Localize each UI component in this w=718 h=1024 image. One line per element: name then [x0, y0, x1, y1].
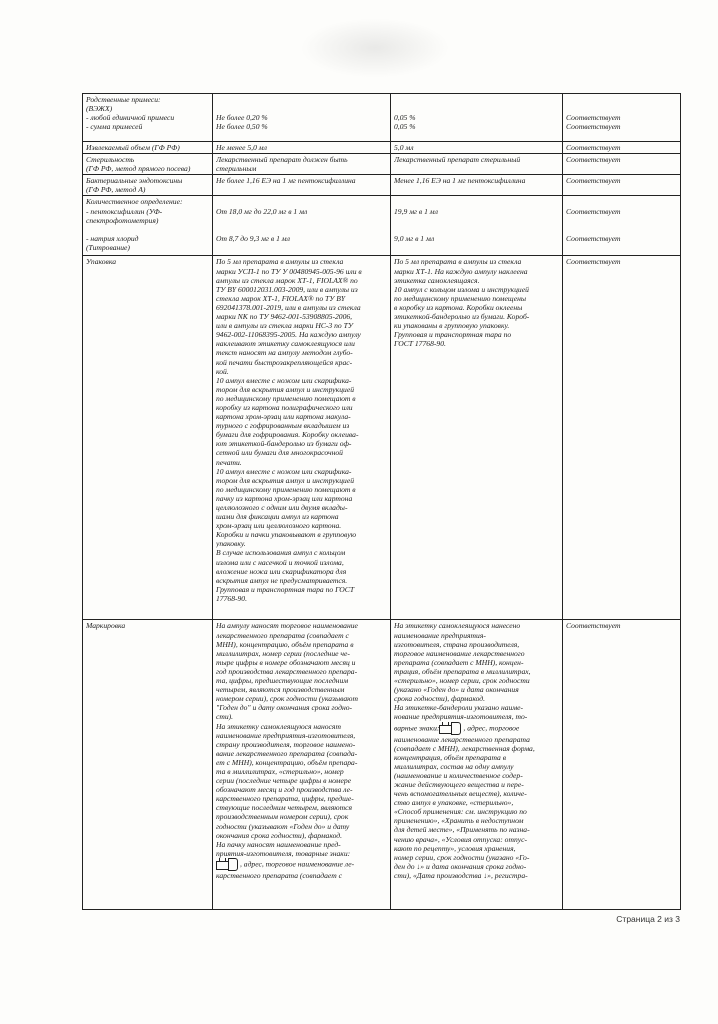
cell-line: ГОСТ 17768-90.: [394, 339, 446, 349]
cell-line: наименование лекарственного препарата: [394, 734, 530, 744]
cell-line: миллилитрах, номер серии (последние че-: [216, 648, 350, 658]
trademark-label: варные знаки:: [394, 722, 440, 732]
table-row: [83, 142, 681, 154]
cell-line: кой печати быстрозакрепляющейся крас-: [216, 357, 353, 367]
cell-line: [86, 225, 209, 234]
cell-line: (ВЭЖХ): [86, 104, 113, 114]
indicator-cell: [83, 196, 213, 256]
table-row: [83, 94, 681, 142]
table-row: [83, 154, 681, 175]
cell-line: Не более 0,20 %: [216, 113, 268, 123]
factory-trademark-icon: [439, 722, 461, 735]
cell-line: На ампулу наносят торговое наименование: [216, 621, 358, 631]
cell-line: Групповая и транспортная тара по ГОСТ: [216, 584, 355, 594]
cell-line: жание действующего вещества и пере-: [394, 779, 524, 789]
cell-line: сти), «Дата производства ↓», регистра-: [394, 870, 528, 880]
cell-line: Соответствует: [566, 206, 621, 216]
conformity-cell: [563, 175, 681, 196]
cell-line: По 5 мл препарата в ампулы из стекла: [216, 257, 344, 267]
cell-line: номером серии), срок годности (указывают: [216, 694, 358, 704]
cell-line: в коробку из картона. Коробки оклеены: [394, 302, 523, 312]
cell-line: тыре цифры в номере обозначают месяц и: [216, 657, 356, 667]
cell-line: турного с гофрированным вкладышем из: [216, 421, 350, 431]
cell-line: [394, 197, 559, 206]
indicator-cell: [83, 256, 213, 620]
cell-line: карственного препарата (совпадает с: [216, 870, 342, 880]
indicator-cell: [83, 620, 213, 910]
cell-line: вание лекарственного препарата (совпада-: [216, 748, 358, 758]
cell-line: стекла марок ХТ-1, FIOLAX® по ТУ BY: [216, 293, 346, 303]
cell-line: упаковку.: [216, 539, 246, 549]
cell-line: - сумма примесей: [86, 122, 143, 132]
page-number: Страница 2 из 3: [616, 914, 680, 924]
cell-line: 0,05 %: [394, 122, 416, 132]
cell-line: вложение ножа или скарификатора для: [216, 566, 347, 576]
conformity-cell: [563, 94, 681, 142]
cell-line: или в ампулы из стекла марки НС-3 по ТУ: [216, 321, 353, 331]
cell-line: Лекарственный препарат должен быть: [216, 155, 348, 165]
cell-line: по медицинскому применению помещают в: [216, 393, 356, 403]
cell-line: ки упакованы в групповую упаковку.: [394, 321, 510, 331]
conformity-cell: [563, 620, 681, 910]
cell-line: карственного препарата, цифры, предше-: [216, 794, 354, 804]
cell-line: 10 ампул вместе с ножом или скарифика-: [216, 466, 352, 476]
cell-line: На пачку наносят наименование пред-: [216, 839, 341, 849]
cell-line: (ГФ РФ, метод А): [86, 185, 146, 195]
cell-line: - любой единичной примеси: [86, 113, 175, 123]
norm-cell: [213, 154, 391, 175]
faded-stamp: [300, 18, 450, 78]
conformity-cell: [563, 196, 681, 256]
cell-line: [394, 225, 559, 234]
cell-line: спектрофотометрия): [86, 215, 159, 225]
cell-line: кой.: [216, 366, 229, 376]
cell-line: трация, объём препарата в миллилитрах,: [394, 666, 531, 676]
cell-line: Менее 1,16 ЕЭ на 1 мг пентоксифиллина: [394, 176, 526, 186]
cell-line: четырем, являются производственным: [216, 685, 345, 695]
cell-line: [216, 216, 387, 225]
indicator-cell: [83, 94, 213, 142]
cell-line: [566, 197, 677, 206]
result-cell: [391, 175, 563, 196]
cell-line: наименование предприятия-: [394, 630, 486, 640]
cell-line: применению», «Хранить в недоступном: [394, 816, 524, 826]
result-cell: [391, 94, 563, 142]
cell-line: та, цифры, предшествующие последним: [216, 676, 349, 686]
cell-line: От 18,0 мг до 22,0 мг в 1 мл: [216, 206, 308, 216]
cell-line: печати.: [216, 457, 242, 467]
cell-line: чению врача», «Условия отпуска: отпус-: [394, 834, 528, 844]
cell-line: ампулы из стекла марок ХТ-1, FIOLAX® по: [216, 275, 358, 285]
cell-line: Не менее 5,0 мл: [216, 143, 267, 152]
cell-line: [216, 95, 387, 104]
cell-line: Коробки и пачки упаковывают в групповую: [216, 530, 357, 540]
cell-line: 9462-002-11068395-2005. На каждую ампулу: [216, 330, 361, 340]
cell-line: кают по рецепту», условия хранения,: [394, 843, 516, 853]
cell-line: текст наносят на ампулу методом глубо-: [216, 348, 353, 358]
cell-line: 10 ампул вместе с ножом или скарифика-: [216, 375, 352, 385]
cell-line: нование предприятия-изготовителя, то-: [394, 712, 528, 722]
cell-line: приятия-изготовителя, товарные знаки:: [216, 848, 351, 858]
norm-cell: [213, 175, 391, 196]
cell-line: по медицинскому применению помещают в: [216, 484, 356, 494]
cell-line: целлюлозного с одним или двумя вклады-: [216, 503, 348, 512]
cell-line: пачку из картона хром-эрзац или картона: [216, 493, 353, 503]
norm-cell: [213, 620, 391, 910]
cell-line: Соответствует: [566, 155, 621, 165]
result-cell: [391, 142, 563, 154]
cell-line: стерильным: [216, 164, 257, 174]
cell-line: На этикетку самоклеящуюся нанесено: [394, 621, 521, 631]
indicator-cell: [83, 154, 213, 175]
cell-line: ствующие последним четырем, являются: [216, 803, 353, 813]
cell-line: номер серии, срок годности (указано «Го-: [394, 852, 530, 862]
cell-line: вскрытия ампул не предусматривается.: [216, 575, 348, 585]
trademark-line: [394, 722, 559, 735]
cell-line: 692041378.001-2019, или в ампулы из стекла: [216, 302, 361, 312]
cell-line: производственным номером серии), срок: [216, 812, 349, 822]
cell-line: - пентоксифиллин (УФ-: [86, 206, 163, 216]
factory-trademark-icon: [216, 858, 238, 871]
cell-line: По 5 мл препарата в ампулы из стекла: [394, 257, 522, 267]
result-cell: [391, 256, 563, 620]
cell-line: торговое наименование лекарственного: [394, 648, 525, 658]
norm-cell: [213, 256, 391, 620]
cell-line: марки ХТ-1. На каждую ампулу наклеена: [394, 266, 528, 276]
cell-line: лекарственного препарата (совпадает с: [216, 630, 349, 640]
cell-line: Не более 0,50 %: [216, 122, 268, 132]
cell-line: серии (последние четыре цифры в номере: [216, 776, 352, 786]
cell-line: Бактериальные эндотоксины: [86, 176, 183, 186]
cell-line: сетной или бумаги для многокрасочной: [216, 448, 343, 458]
cell-line: страну производителя, торговое наимено-: [216, 739, 356, 749]
result-cell: [391, 154, 563, 175]
cell-line: ТУ BY 600012031.003-2009, или в ампулы из: [216, 284, 358, 294]
cell-line: [566, 216, 677, 225]
cell-line: тором для вскрытия ампул и инструкцией: [216, 475, 354, 485]
cell-line: Соответствует: [566, 176, 621, 186]
cell-line: [394, 95, 559, 104]
cell-line: чень вспомогательных веществ), количе-: [394, 789, 527, 799]
cell-line: Лекарственный препарат стерильный: [394, 155, 521, 165]
cell-line: ют этикеткой-бандеролью из бумаги оф-: [216, 439, 352, 449]
cell-line: [216, 243, 387, 252]
table-row: [83, 256, 681, 620]
cell-line: шами для фиксации ампул из картона: [216, 512, 339, 522]
cell-line: хром-эрзац или целлюлозного картона.: [216, 521, 342, 531]
cell-line: [566, 95, 677, 104]
cell-line: обозначают месяц и год производства ле-: [216, 785, 353, 795]
cell-line: [566, 243, 677, 252]
result-cell: [391, 196, 563, 256]
cell-line: На этикетке-бандероли указано наиме-: [394, 703, 524, 713]
cell-line: наклеивают этикетку самоклеящуюся или: [216, 339, 355, 349]
cell-line: по медицинскому применению помещены: [394, 293, 527, 303]
cell-line: [394, 243, 559, 252]
cell-line: 9,0 мг в 1 мл: [394, 233, 435, 243]
cell-line: (совпадает с МНН), лекарственная форма,: [394, 743, 535, 753]
cell-line: "Годен до" и дату окончания срока годно-: [216, 703, 353, 713]
cell-line: год производства лекарственного препара-: [216, 666, 358, 676]
cell-line: окончания срока годности), фармакод.: [216, 830, 343, 840]
cell-line: тором для вскрытия ампул и инструкцией: [216, 384, 354, 394]
cell-line: Не более 1,16 ЕЭ на 1 мг пентоксифиллина: [216, 176, 356, 186]
norm-cell: [213, 142, 391, 154]
table-row: [83, 175, 681, 196]
cell-line: [216, 197, 387, 206]
cell-line: В случае использования ампул с кольцом: [216, 548, 346, 558]
cell-line: От 8,7 до 9,3 мг в 1 мл: [216, 233, 290, 243]
cell-line: 19,9 мг в 1 мл: [394, 206, 438, 216]
cell-line: картона хром-эрзац или картона макула-: [216, 412, 351, 422]
cell-line: МНН), концентрацию, объём препарата в: [216, 639, 354, 649]
norm-cell: [213, 196, 391, 256]
cell-line: этикеткой-бандеролью из бумаги. Короб-: [394, 312, 530, 322]
table-row: [83, 196, 681, 256]
cell-line: Соответствует: [566, 122, 621, 132]
cell-line: Соответствует: [566, 113, 621, 123]
trademark-text: , адрес, торговое: [463, 722, 520, 732]
cell-line: концентрация, объём препарата в: [394, 752, 507, 762]
cell-line: Маркировка: [86, 621, 126, 631]
result-cell: [391, 620, 563, 910]
cell-line: [394, 104, 559, 113]
cell-line: Извлекаемый объем (ГФ РФ): [86, 143, 180, 152]
cell-line: миллилитрах, состав на одну ампулу: [394, 761, 514, 771]
table-row: [83, 620, 681, 910]
cell-line: [216, 104, 387, 113]
cell-line: препарата (совпадает с МНН), концен-: [394, 657, 524, 667]
cell-line: [566, 104, 677, 113]
indicator-cell: [83, 175, 213, 196]
cell-line: Соответствует: [566, 233, 621, 243]
cell-line: 17768-90.: [216, 593, 248, 603]
cell-line: излома или с насечкой и точкой излома,: [216, 557, 344, 567]
cell-line: марки NK по ТУ 9462-001-53908805-2006,: [216, 312, 353, 322]
cell-line: наименование предприятия-изготовителя,: [216, 730, 356, 740]
cell-line: 10 ампул с кольцом излома и инструкцией: [394, 284, 529, 294]
norm-cell: [213, 94, 391, 142]
cell-line: ден до ↓» и дата окончания срока годно-: [394, 861, 527, 871]
cell-line: Стерильность: [86, 155, 135, 165]
cell-line: [394, 216, 559, 225]
cell-line: (наименование и количественное содер-: [394, 770, 523, 780]
trademark-line: [216, 858, 387, 871]
cell-line: Соответствует: [566, 143, 621, 152]
cell-line: (Титрование): [86, 242, 130, 252]
cell-line: Количественное определение:: [86, 197, 183, 207]
cell-line: (ГФ РФ, метод прямого посева): [86, 164, 191, 174]
conformity-cell: [563, 256, 681, 620]
cell-line: «Способ применения: см. инструкцию по: [394, 807, 527, 817]
cell-line: изготовителя, страна производителя,: [394, 639, 520, 649]
specification-table: [82, 93, 681, 910]
cell-line: Соответствует: [566, 621, 621, 631]
cell-line: Упаковка: [86, 257, 117, 267]
cell-line: сти).: [216, 712, 234, 722]
cell-line: та в миллилитрах, «стерильно», номер: [216, 766, 344, 776]
cell-line: (указано «Годен до» и дата окончания: [394, 685, 519, 695]
conformity-cell: [563, 142, 681, 154]
trademark-text: , адрес, торговое наименование ле-: [240, 859, 355, 869]
cell-line: бумаги для гофрирования. Коробку оклеива-: [216, 430, 359, 440]
cell-line: этикетка самоклеящаяся.: [394, 275, 480, 285]
cell-line: - натрия хлорид: [86, 233, 139, 243]
cell-line: «стерильно», номер серии, срок годности: [394, 676, 530, 686]
cell-line: Групповая и транспортная тара по: [394, 330, 512, 340]
cell-line: годности (указывают «Годен до» и дату: [216, 821, 350, 831]
cell-line: Соответствует: [566, 257, 621, 267]
cell-line: 5,0 мл: [394, 143, 414, 152]
cell-line: ет с МНН), концентрацию, объём препара-: [216, 757, 358, 767]
cell-line: [566, 225, 677, 234]
cell-line: марки УСП-1 по ТУ У 00480945-005-96 или в: [216, 266, 362, 276]
cell-line: На этикетку самоклеящуюся наносят: [216, 721, 341, 731]
cell-line: для детей месте», «Применять по назна-: [394, 825, 530, 835]
cell-line: срока годности), фармакод.: [394, 694, 486, 704]
conformity-cell: [563, 154, 681, 175]
cell-line: [216, 225, 387, 234]
cell-line: ство ампул в упаковке, «стерильно»,: [394, 798, 514, 808]
indicator-cell: [83, 142, 213, 154]
cell-line: Родственные примеси:: [86, 95, 161, 104]
cell-line: 0,05 %: [394, 113, 416, 123]
cell-line: коробку из картона полиграфического или: [216, 402, 353, 412]
